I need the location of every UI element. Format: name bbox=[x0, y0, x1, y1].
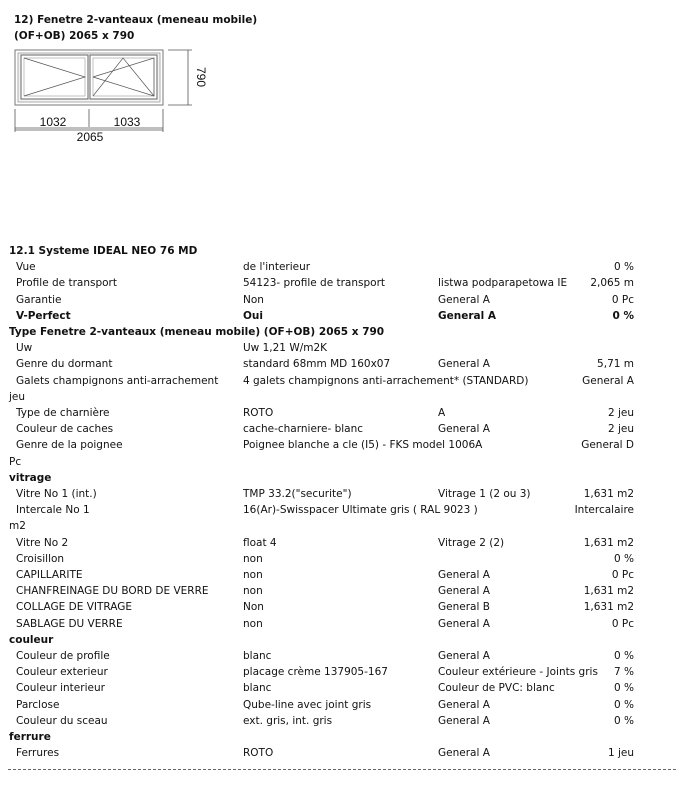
item-quantity: 0 Pc bbox=[611, 617, 634, 630]
item-category: General A bbox=[438, 358, 490, 371]
item-value: blanc bbox=[243, 682, 272, 695]
item-quantity: 7 % bbox=[614, 666, 634, 679]
wrapped-continuation: m2 bbox=[9, 520, 26, 533]
dim-right-label: 1033 bbox=[113, 115, 141, 129]
item-quantity: 2 jeu bbox=[607, 423, 634, 436]
item-value: 4 galets champignons anti-arrachement* (STANDARD) bbox=[243, 374, 529, 387]
item-label: Croisillon bbox=[16, 552, 65, 565]
item-category: General A bbox=[438, 650, 490, 662]
document-title-line1: 12) Fenetre 2-vanteaux (meneau mobile) bbox=[14, 14, 258, 26]
item-label: Galets champignons anti-arrachement bbox=[16, 374, 219, 387]
line-item-row bbox=[0, 583, 684, 599]
item-quantity: 0 % bbox=[614, 552, 634, 565]
width-dimension-lines bbox=[15, 109, 163, 132]
line-item-row bbox=[0, 421, 684, 437]
item-value: float 4 bbox=[243, 536, 277, 549]
line-item-row bbox=[0, 373, 684, 389]
line-item-row bbox=[0, 616, 684, 632]
document-title-line2: (OF+OB) 2065 x 790 bbox=[14, 30, 135, 42]
item-category: Vitrage 1 (2 ou 3) bbox=[438, 488, 531, 500]
item-label: CAPILLARITE bbox=[16, 569, 83, 581]
item-value: Qube-line avec joint gris bbox=[243, 698, 372, 711]
line-item-row bbox=[0, 340, 684, 356]
item-value: non bbox=[243, 569, 263, 581]
section-heading-text: Type Fenetre 2-vanteaux (meneau mobile) (OF+OB) 2065 x 790 bbox=[9, 326, 385, 338]
section-heading-text: couleur bbox=[9, 633, 54, 646]
line-item-row bbox=[0, 713, 684, 729]
item-quantity: 1,631 m2 bbox=[583, 601, 634, 614]
line-item-row bbox=[0, 275, 684, 291]
item-label: Vue bbox=[16, 261, 36, 274]
item-label: Profile de transport bbox=[16, 277, 117, 290]
section-heading-text: 12.1 Systeme IDEAL NEO 76 MD bbox=[9, 245, 198, 257]
item-category: General B bbox=[438, 601, 490, 614]
item-category: General A bbox=[438, 617, 490, 630]
line-item-row bbox=[0, 664, 684, 680]
item-label: COLLAGE DE VITRAGE bbox=[16, 601, 133, 614]
item-value: de l'interieur bbox=[243, 261, 311, 274]
line-item-row bbox=[0, 551, 684, 567]
section-vitrage-heading bbox=[0, 470, 684, 486]
item-label: Genre du dormant bbox=[16, 358, 113, 371]
line-item-row bbox=[0, 292, 684, 308]
section-systeme-heading bbox=[0, 243, 684, 259]
item-category: Couleur extérieure - Joints gris bbox=[438, 666, 598, 679]
item-label: Parclose bbox=[16, 698, 60, 711]
item-value: ROTO bbox=[243, 747, 274, 760]
item-quantity: General A bbox=[582, 374, 634, 387]
line-item-row bbox=[0, 697, 684, 713]
item-category: General A bbox=[438, 569, 490, 581]
item-value: Uw 1,21 W/m2K bbox=[243, 342, 328, 355]
item-value: Non bbox=[243, 601, 264, 614]
item-label: Intercale No 1 bbox=[16, 504, 90, 517]
right-sash bbox=[90, 55, 157, 99]
item-value: Non bbox=[243, 293, 264, 306]
window-drawing bbox=[0, 0, 684, 160]
item-value: Oui bbox=[243, 309, 264, 322]
line-item-row bbox=[0, 486, 684, 502]
item-label: SABLAGE DU VERRE bbox=[16, 617, 123, 630]
section-couleur-heading bbox=[0, 632, 684, 648]
item-value: non bbox=[243, 552, 263, 565]
item-quantity: 0 Pc bbox=[611, 293, 634, 306]
section-ferrure-heading bbox=[0, 729, 684, 745]
item-quantity: 2,065 m bbox=[590, 277, 634, 290]
line-item-row bbox=[0, 680, 684, 696]
item-value: cache-charniere- blanc bbox=[243, 423, 364, 436]
item-quantity: Intercalaire bbox=[574, 504, 634, 517]
item-value: non bbox=[243, 617, 263, 630]
line-item-row bbox=[0, 648, 684, 664]
item-category: General A bbox=[438, 585, 490, 598]
item-label: Type de charnière bbox=[16, 407, 110, 419]
item-label: Genre de la poignee bbox=[16, 439, 123, 452]
item-quantity: 1,631 m2 bbox=[583, 536, 634, 549]
item-label: Uw bbox=[16, 342, 33, 355]
line-item-row bbox=[0, 405, 684, 421]
item-value: ext. gris, int. gris bbox=[243, 714, 333, 727]
item-category: General A bbox=[438, 714, 490, 727]
item-quantity: 0 % bbox=[612, 309, 634, 322]
dim-total-label: 2065 bbox=[76, 130, 104, 144]
line-item-row bbox=[0, 308, 684, 324]
item-quantity: 0 % bbox=[614, 682, 634, 695]
item-value: non bbox=[243, 585, 263, 598]
item-label: Couleur interieur bbox=[16, 682, 105, 695]
item-label: Garantie bbox=[16, 293, 62, 306]
item-value: placage crème 137905-167 bbox=[243, 666, 388, 679]
item-quantity: 5,71 m bbox=[597, 358, 634, 371]
section-heading-text: ferrure bbox=[9, 731, 51, 743]
item-quantity: General D bbox=[581, 439, 634, 452]
line-item-row bbox=[0, 745, 684, 761]
item-label: Vitre No 1 (int.) bbox=[16, 488, 97, 500]
item-category: Vitrage 2 (2) bbox=[438, 536, 505, 549]
section-type-heading bbox=[0, 324, 684, 340]
item-quantity: 2 jeu bbox=[607, 407, 634, 419]
dim-height-label: 790 bbox=[194, 66, 208, 88]
item-value: TMP 33.2("securite") bbox=[243, 488, 352, 500]
item-value: 54123- profile de transport bbox=[243, 277, 386, 290]
item-label: V-Perfect bbox=[16, 309, 71, 322]
item-value: ROTO bbox=[243, 407, 274, 419]
item-label: Couleur du sceau bbox=[16, 714, 108, 727]
item-category: A bbox=[438, 407, 446, 419]
item-category: Couleur de PVC: blanc bbox=[438, 682, 555, 695]
item-quantity: 1,631 m2 bbox=[583, 585, 634, 598]
item-label: Ferrures bbox=[16, 747, 60, 760]
item-quantity: 0 % bbox=[614, 698, 634, 711]
item-quantity: 1,631 m2 bbox=[583, 488, 634, 500]
line-item-row bbox=[0, 502, 684, 518]
item-category: General A bbox=[438, 698, 490, 711]
item-label: Couleur de profile bbox=[16, 650, 110, 662]
height-dimension-lines bbox=[168, 50, 192, 105]
line-item-row bbox=[0, 437, 684, 453]
line-item-row bbox=[0, 356, 684, 372]
item-value: blanc bbox=[243, 650, 272, 662]
line-item-row bbox=[0, 599, 684, 615]
dim-left-label: 1032 bbox=[39, 115, 67, 129]
section-heading-text: vitrage bbox=[9, 471, 52, 484]
item-label: Vitre No 2 bbox=[16, 536, 69, 549]
wrapped-continuation: Pc bbox=[9, 455, 22, 468]
item-quantity: 1 jeu bbox=[607, 747, 634, 760]
item-label: Couleur de caches bbox=[16, 423, 114, 436]
line-item-row bbox=[0, 535, 684, 551]
item-category: General A bbox=[438, 747, 490, 760]
item-quantity: 0 % bbox=[614, 261, 634, 274]
bottom-divider bbox=[8, 769, 676, 770]
left-sash bbox=[21, 55, 88, 99]
item-label: Couleur exterieur bbox=[16, 666, 108, 679]
item-quantity: 0 % bbox=[614, 650, 634, 662]
item-quantity: 0 Pc bbox=[611, 569, 634, 581]
item-quantity: 0 % bbox=[614, 714, 634, 727]
line-item-row bbox=[0, 567, 684, 583]
item-category: General A bbox=[438, 293, 490, 306]
item-category: listwa podparapetowa IE bbox=[438, 277, 568, 290]
item-category: General A bbox=[438, 309, 496, 322]
item-value: standard 68mm MD 160x07 bbox=[243, 358, 391, 371]
item-category: General A bbox=[438, 423, 490, 436]
item-value: 16(Ar)-Swisspacer Ultimate gris ( RAL 9023 ) bbox=[243, 504, 478, 517]
item-value: Poignee blanche a cle (I5) - FKS model 1006A bbox=[243, 439, 483, 452]
wrapped-continuation: jeu bbox=[9, 390, 26, 403]
line-item-row bbox=[0, 259, 684, 275]
item-label: CHANFREINAGE DU BORD DE VERRE bbox=[16, 585, 209, 598]
